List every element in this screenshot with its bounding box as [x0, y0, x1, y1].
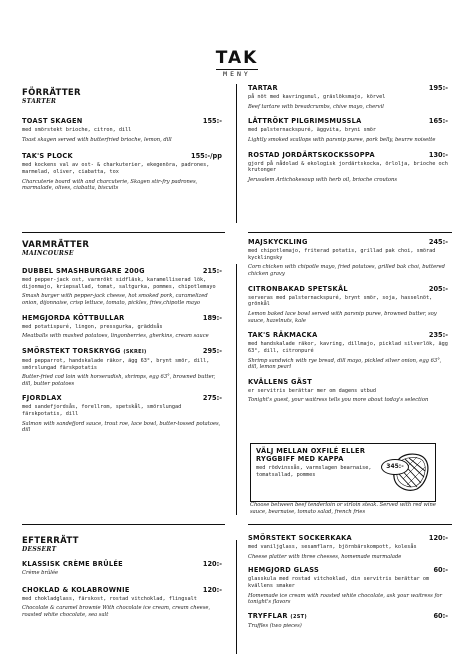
menu-item: [22, 267, 222, 307]
mains-divider: [236, 264, 237, 515]
item-description-sv: med handskalade räkor, kavring, dillmajo, picklad silverlök, ägg 63°, dill, citronpuré: [248, 341, 448, 354]
item-description-en: Beef tartare with breadcrumbs, chive mayo, chervil: [248, 103, 384, 110]
item-description-sv: med palsternackspuré, äggvita, bryni smör: [248, 127, 377, 134]
item-description-en: Homemade ice cream with roasted white chocolate, ask your waitress for tonight's flavors: [248, 592, 442, 606]
item-name: HEMGJORD GLASS: [248, 566, 320, 575]
item-name: MAJSKYCKLING: [248, 238, 308, 246]
item-description-en: Corn chicken with chipotle mayo, fried potatoes, grilled bak choi, buttered chicken gravy: [248, 264, 446, 277]
desserts-left-column: [22, 536, 222, 618]
special-description-en: Choose between beef tenderloin or sirloin steak. Served with red wine sauce, bearnaise, tomato salad, french fries: [250, 502, 436, 515]
section-subtitle-desserts: DESSERT: [22, 546, 57, 553]
item-description-en: Toast skagen served with butterfried brioche, lemon, dill: [22, 136, 172, 143]
item-name-main: SMÖRSTEKT TORSKRYGG: [22, 346, 121, 355]
section-rule-left-2: [22, 524, 225, 525]
special-price-badge: 345:-: [381, 459, 409, 475]
item-description-sv: med sandefjordsås, forellrom, spetskål, smörslungad färskpotatis, dill: [22, 404, 182, 418]
menu-item: [22, 314, 222, 340]
item-description-sv: med smörstekt brioche, citron, dill: [22, 127, 132, 133]
item-name: TARTAR: [248, 84, 278, 92]
special-title-line-2: RYGGBIFF MED KAPPA: [256, 455, 344, 463]
menu-item: [248, 612, 448, 630]
item-price: 60:-: [433, 566, 448, 575]
item-price: 295:-: [202, 346, 222, 355]
item-name: [248, 612, 307, 622]
special-title: [256, 447, 365, 463]
item-price: 245:-: [428, 238, 448, 246]
section-rule-left-1: [22, 232, 225, 233]
menu-item: [248, 534, 448, 560]
item-description-en: Truffles (two pieces): [248, 622, 302, 629]
item-name: TAK'S PLOCK: [22, 152, 73, 161]
item-description-en: Jerusalem Artichokesoup with herb oil, brioche croutons: [248, 177, 398, 183]
item-description-en: Shrimp sandwich with rye bread, dill mayo, pickled silver onion, egg 63°, dill, lemon pearl: [248, 357, 442, 371]
menu-item: [22, 347, 222, 388]
item-name: KLASSISK CRÈME BRÛLÉE: [22, 560, 123, 568]
item-name: [22, 347, 147, 357]
menu-item: [248, 566, 448, 606]
menu-item: [22, 586, 222, 619]
item-description-en: Cheese platter with three cheeses, homemade marmalade: [248, 553, 402, 560]
item-price: 130:-: [428, 150, 448, 159]
desserts-right-column: [248, 534, 448, 629]
item-description-sv: med chokladglass, färskost, rostad vitchoklad, flingsalt: [22, 595, 197, 602]
menu-item: [248, 151, 448, 184]
item-description-sv: med potatispuré, lingon, pressgurka, gräddsås: [22, 323, 163, 330]
item-description-en: Lightly smoked scallops with parsnip puree, pork belly, beurre noisette: [248, 137, 436, 143]
item-description-sv: med vaniljglass, sesamflarn, björnbärskompott, kolesås: [248, 544, 417, 550]
starters-left-column: [22, 88, 222, 192]
section-rule-right-1: [248, 232, 452, 233]
item-name: FJORDLAX: [22, 394, 62, 403]
item-price: 60:-: [433, 611, 448, 620]
item-name: TOAST SKAGEN: [22, 117, 83, 125]
special-title-line-1: VÄLJ MELLAN OXFILÉ ELLER: [256, 447, 366, 455]
menu-item: [248, 331, 448, 371]
mains-left-column: [22, 240, 222, 434]
item-name: ROSTAD JORDÄRTSKOCKSSOPPA: [248, 150, 375, 159]
special-description-en-wrap: [250, 502, 436, 515]
item-description-sv: med chipotlemajo, friterad potatis, grillad pak choi, smörad kycklingsky: [248, 248, 436, 261]
menu-item: [248, 84, 448, 110]
item-description-en: Meatballs with mashed potatoes, lingonberries, gherkins, cream sauce: [22, 333, 209, 340]
item-description-en: Charcuterie board with and charcuterie, Skagen stir-fry padrones, marmalade, olives, ciabatta, biscuits: [22, 178, 198, 192]
item-name-main: TRYFFLAR: [248, 611, 288, 620]
menu-item: [248, 117, 448, 143]
starters-right-column: [248, 84, 448, 184]
item-price: 155:-: [202, 117, 222, 125]
item-price: 215:-: [202, 267, 222, 275]
menu-item: [22, 117, 222, 143]
section-title-desserts: EFTERRÄTT: [22, 536, 79, 546]
mains-right-column: [248, 238, 448, 404]
section-title-starters: FÖRRÄTTER: [22, 88, 81, 98]
item-description-sv: er servitris berättar mer om dagens utbud: [248, 387, 377, 394]
menu-item: [22, 394, 222, 434]
item-price: 275:-: [202, 394, 222, 403]
item-description-sv: med kockens val av ost- & charkuterier, ekegenöra, padrones, marmelad, oliver, ciabatta, tox: [22, 162, 210, 175]
menu-item: [248, 378, 448, 404]
menu-header: [0, 50, 474, 78]
item-description-sv: gjord på nådolad & ekologisk jordärtskocka, örlolja, brioche och krutonger: [248, 160, 448, 174]
item-description-en: Chocolate & caramel brownie With chocolate ice cream, cream cheese, roasted white chocolate, sea salt: [22, 605, 211, 618]
starters-divider: [236, 84, 237, 223]
item-name: CITRONBAKAD SPETSKÅL: [248, 284, 348, 293]
item-description-en: Salmon with sandefjord sauce, trout roe, lace bowl, butter-tossed potatoes, dill: [22, 420, 221, 434]
menu-subtitle: MENY: [223, 70, 251, 78]
item-name-note: (SKREI): [123, 348, 147, 355]
desserts-divider: [236, 540, 237, 654]
item-price: 120:-: [428, 534, 448, 542]
item-price: 195:-: [428, 84, 448, 92]
item-price: 165:-: [428, 117, 448, 126]
item-name: CHOKLAD & KOLABROWNIE: [22, 585, 130, 594]
menu-item: [248, 285, 448, 325]
item-name: TAK'S RÄKMACKA: [248, 331, 318, 340]
item-price: 189:-: [202, 313, 222, 322]
steak-special-box: [250, 443, 436, 502]
section-subtitle-starters: STARTER: [22, 98, 57, 105]
item-description-en: Tonight's guest, your waitress tells you more about today's selection: [248, 397, 429, 404]
item-description-sv: på nöt med kavringsmul, gräslöksmajo, körvel: [248, 94, 386, 100]
section-subtitle-mains: MAINCOURSE: [22, 250, 74, 257]
item-description-en: Smash burger with pepper-jack cheese, hot smoked pork, caramelized onion, dijonnaise, crisp lettuce, tomato, pickles, fries,chipotle mayo: [22, 293, 208, 306]
item-price: 205:-: [428, 284, 448, 293]
item-description-en: Lemon baked lace bowl served with parsnip puree, browned butter, soy sauce, hazelnuts, kale: [248, 311, 437, 324]
item-price: 120:-: [202, 560, 222, 568]
item-name: LÄTTRÖKT PILGRIMSMUSSLA: [248, 117, 362, 126]
item-description-en: Crème brûlée: [22, 570, 59, 576]
item-name: DUBBEL SMASHBURGARE 200G: [22, 267, 145, 275]
special-description-sv: med rödvinssås, varmslagen bearnaise, tomatsallad, pommes: [256, 465, 372, 478]
menu-item: [248, 238, 448, 278]
item-description-sv: med pepparrot, handskalade räkor, ägg 63°, brynt smör, dill, smörslungad färskpotatis: [22, 357, 210, 371]
item-price: 120:-: [202, 585, 222, 594]
menu-item: [22, 560, 222, 577]
item-name: SMÖRSTEKT SOCKERKAKA: [248, 534, 352, 542]
item-name-note: (2ST): [290, 613, 307, 620]
item-description-sv: glasskula med rostad vitchoklad, din servitris berättar om kvällens smaker: [248, 576, 430, 589]
item-description-en: Butter-fried cod loin with horseradish, shrimps, egg 63°, browned butter, dill, butter potatoes: [22, 374, 216, 387]
menu-item: [22, 152, 222, 192]
item-price: 235:-: [428, 331, 448, 340]
item-price: 155:-/pp: [191, 152, 222, 161]
item-description-sv: serveras med palsternackspuré, brynt smör, soja, hasselnöt, grönkål: [248, 294, 433, 308]
header-rule: [216, 69, 258, 70]
section-title-mains: VARMRÄTTER: [22, 240, 90, 250]
brand-title: TAK: [215, 48, 259, 68]
item-description-sv: med pepper-jack ost, varmrökt sidfläsk, karamelliserad lök, dijonmajo, kriepsallad, tomat, saltgurka, pommes, chipotlemayo: [22, 277, 216, 290]
item-name: KVÄLLENS GÄST: [248, 377, 312, 386]
item-name: HEMGJORDA KÖTTBULLAR: [22, 313, 125, 322]
section-rule-right-2: [248, 524, 452, 525]
